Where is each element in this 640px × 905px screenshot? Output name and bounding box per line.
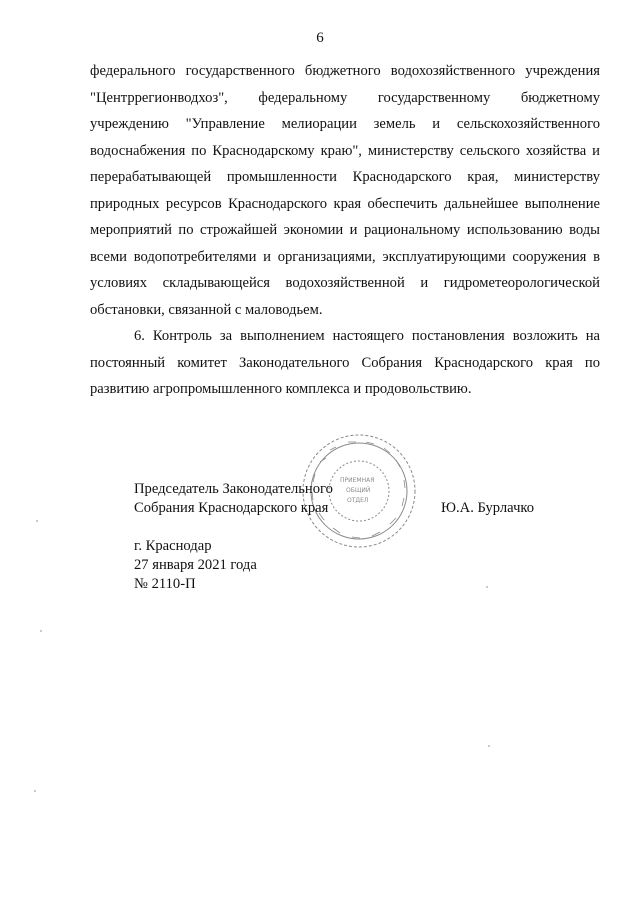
seal-line-1: ПРИЕМНАЯ (340, 477, 375, 484)
document-meta (134, 537, 257, 594)
seal-line-3: ОТДЕЛ (347, 497, 369, 504)
scan-speck (34, 790, 36, 792)
scan-speck (486, 586, 488, 588)
paragraph-continuation: федерального государственного бюджетного водохозяйственного учреждения "Центррегионводхоз", федеральному государственному бюджетному учреждению "Управление мелиорации земель и сельскохозяйственного водоснабжения по Краснодарскому краю", министерству сельского хозяйства и перерабатывающей промышленности Краснодарского края, министерству природных ресурсов Краснодарского края обеспечить дальнейшее выполнение мероприятий по строжайшей экономии и рациональному использованию воды всеми водопотребителями и организациями, эксплуатирующими сооружения в условиях складывающейся водохозяйственной и гидрометеорологической обстановки, связанной с маловодьем. (90, 63, 600, 318)
page-number: 6 (316, 30, 324, 46)
document-city: г. Краснодар (134, 538, 212, 554)
signature-position-line-1: Председатель Законодательного (134, 481, 333, 497)
paragraph-6: 6. Контроль за выполнением настоящего постановления возложить на постоянный комитет Законодательного Собрания Краснодарского края по развитию агропромышленного комплекса и продовольствию. (90, 328, 600, 397)
signer-name: Ю.А. Бурлачко (441, 500, 535, 516)
seal-line-2: ОБЩИЙ (346, 487, 371, 494)
scan-speck (36, 520, 38, 522)
document-date: 27 января 2021 года (134, 557, 257, 573)
scan-speck (488, 745, 490, 747)
document-body (90, 58, 600, 403)
scan-speck (40, 630, 42, 632)
signature-position-line-2: Собрания Краснодарского края (134, 500, 329, 516)
signature-position (134, 480, 333, 518)
document-number: № 2110-П (134, 576, 196, 592)
